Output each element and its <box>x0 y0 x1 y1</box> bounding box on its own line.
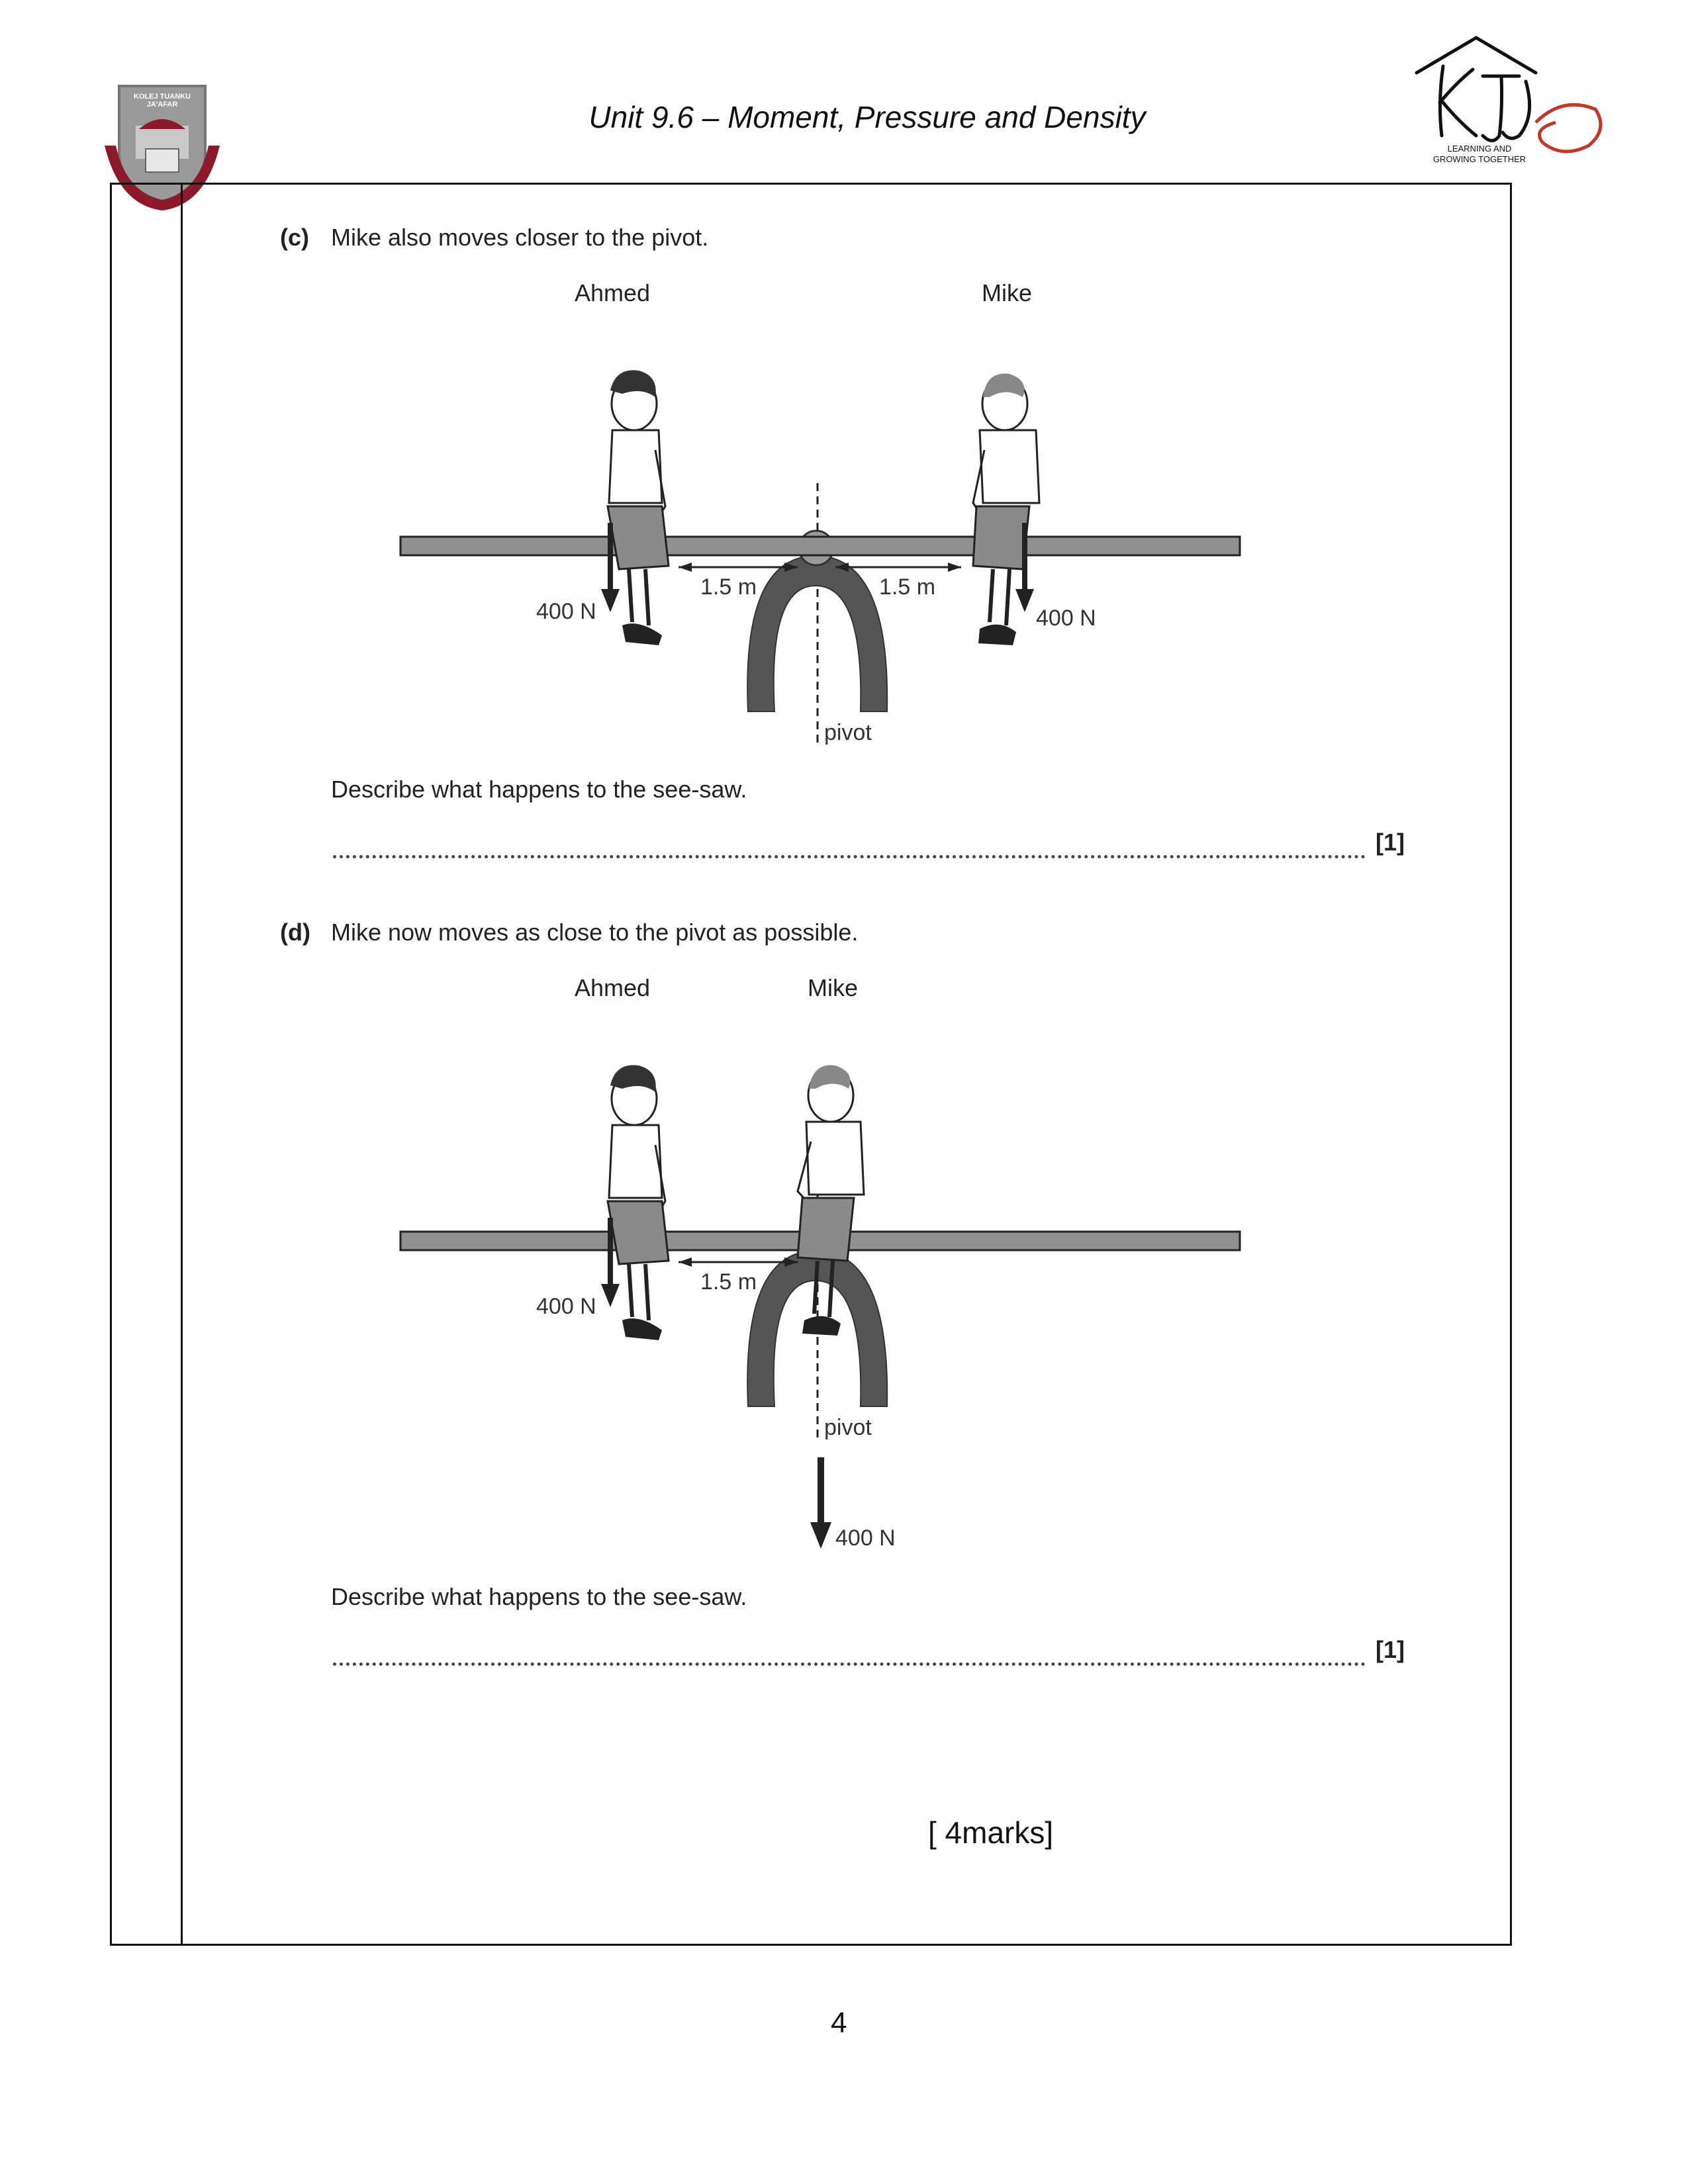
diagram-shape <box>629 569 649 625</box>
part-d-mike-label: Mike <box>808 974 859 1001</box>
part-d-left-distance: 1.5 m <box>700 1269 757 1295</box>
total-marks: [ 4marks] <box>928 1815 1054 1850</box>
diagram-shape <box>629 1264 649 1320</box>
diagram-shape <box>978 625 1016 645</box>
part-c-seesaw-diagram <box>0 0 1688 794</box>
plank <box>400 537 1240 555</box>
diagram-shape <box>802 1316 841 1336</box>
part-d-prompt: Describe what happens to the see-saw. <box>331 1583 747 1610</box>
page-title: Unit 9.6 – Moment, Pressure and Density <box>588 100 1146 134</box>
part-c-prompt: Describe what happens to the see-saw. <box>331 776 747 803</box>
mike-figure <box>973 373 1039 645</box>
part-c-right-force: 400 N <box>1036 606 1096 631</box>
diagram-shape <box>1015 589 1034 612</box>
part-d-left-force: 400 N <box>536 1294 596 1319</box>
ahmed-figure <box>608 370 669 645</box>
diagram-shape <box>990 569 1009 625</box>
ktj-tagline: LEARNING AND GROWING TOGETHER <box>1432 144 1526 164</box>
part-c-ahmed-label: Ahmed <box>575 279 651 306</box>
part-d-seesaw-diagram <box>0 695 1688 1551</box>
part-d-pivot-force: 400 N <box>835 1525 896 1551</box>
part-c-label: (c) <box>280 224 309 251</box>
diagram-shape <box>806 1122 864 1195</box>
crest-text: KOLEJ TUANKU JA'AFAR <box>133 93 191 109</box>
page-number: 4 <box>831 2007 847 2039</box>
part-d-pivot-label: pivot <box>824 1415 872 1440</box>
diagram-shape <box>601 1284 620 1307</box>
part-d-text: Mike now moves as close to the pivot as possible. <box>331 919 859 946</box>
part-d-label: (d) <box>280 919 310 946</box>
diagram-shape <box>601 589 620 612</box>
diagram-shape <box>798 1198 854 1261</box>
ahmed-figure <box>608 1065 669 1340</box>
diagram-shape <box>608 1201 669 1264</box>
diagram-shape <box>609 430 662 503</box>
diagram-shape <box>973 506 1029 569</box>
part-c-marks: [1] <box>1376 829 1405 856</box>
part-d-marks: [1] <box>1376 1636 1405 1663</box>
part-c-left-distance: 1.5 m <box>700 574 757 600</box>
part-c-text: Mike also moves closer to the pivot. <box>331 224 709 251</box>
diagram-shape <box>609 1125 662 1198</box>
diagram-shape <box>622 1318 662 1340</box>
part-c-pivot-label: pivot <box>824 720 872 745</box>
part-c-left-force: 400 N <box>536 599 596 624</box>
diagram-shape <box>980 430 1039 503</box>
part-c-mike-label: Mike <box>982 279 1033 306</box>
diagram-shape <box>622 623 662 645</box>
diagram-shape <box>679 563 692 572</box>
part-d-ahmed-label: Ahmed <box>575 974 651 1001</box>
diagram-shape <box>608 506 669 569</box>
part-d-answer-line[interactable] <box>333 1662 1366 1666</box>
diagram-shape <box>679 1257 692 1267</box>
part-c-right-distance: 1.5 m <box>879 574 936 600</box>
diagram-shape <box>948 563 961 572</box>
